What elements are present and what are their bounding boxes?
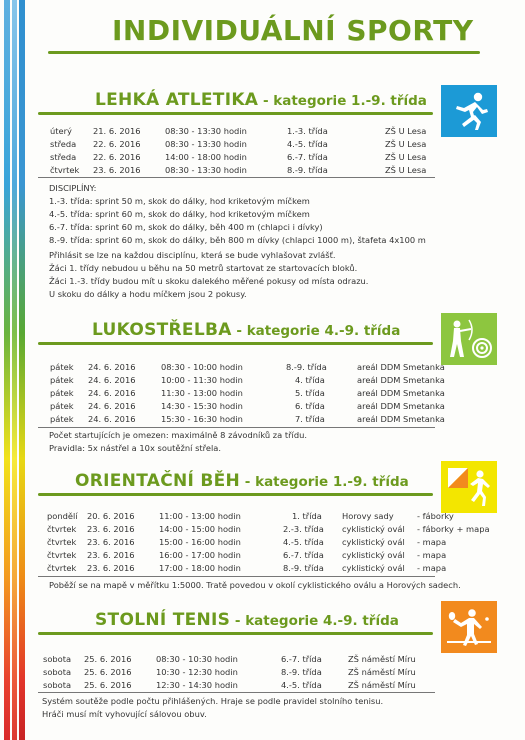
section-underline [38,632,433,635]
note-line: 8.-9. třída: sprint 60 m, skok do dálky, běh 800 m dívky (chlapci 1000 m), štafeta 4x100 m [49,235,426,245]
date-cell: 20. 6. 2016 [87,511,135,521]
grade-cell: 1.-3. třída [287,126,328,136]
divider [38,576,435,577]
time-cell: 15:30 - 16:30 hodin [161,414,243,424]
grade-cell: 4.-5. třída [281,680,322,690]
day-cell: sobota [43,667,72,677]
time-cell: 12:30 - 14:30 hodin [156,680,238,690]
section-category: - kategorie 1.-9. třída [258,93,427,109]
date-cell: 25. 6. 2016 [84,680,132,690]
venue-cell: cyklistický ovál [342,537,405,547]
grade-cell: 7. třída [295,414,325,424]
sprinter-icon [441,85,497,137]
day-cell: čtvrtek [47,563,77,573]
venue-cell: ZŠ náměstí Míru [348,654,416,664]
grade-cell: 4. třída [295,375,325,385]
day-cell: pátek [50,388,74,398]
venue-cell: areál DDM Smetanka [357,414,445,424]
day-cell: pátek [50,375,74,385]
section-name: LEHKÁ ATLETIKA [95,90,259,110]
note-line: Počet startujících je omezen: maximálně 8 závodníků za třídu. [49,430,307,440]
section-heading-orienteering [75,471,409,491]
grade-cell: 6.-7. třída [287,152,328,162]
time-cell: 16:00 - 17:00 hodin [159,550,241,560]
venue-cell: ZŠ náměstí Míru [348,680,416,690]
venue-cell: cyklistický ovál [342,524,405,534]
section-underline [38,342,433,345]
date-cell: 23. 6. 2016 [87,524,135,534]
title-underline [48,51,480,54]
day-cell: pátek [50,414,74,424]
time-cell: 14:00 - 18:00 hodin [165,152,247,162]
time-cell: 08:30 - 13:30 hodin [165,165,247,175]
route-type-cell: - fáborky + mapa [417,524,490,534]
section-heading-athletics [95,90,427,110]
venue-cell: ZŠ U Lesa [385,165,427,175]
note-line: U skoku do dálky a hodu míčkem jsou 2 pokusy. [49,289,247,299]
venue-cell: ZŠ U Lesa [385,126,427,136]
grade-cell: 5. třída [295,388,325,398]
day-cell: sobota [43,654,72,664]
day-cell: úterý [50,126,72,136]
route-type-cell: - fáborky [417,511,454,521]
time-cell: 17:00 - 18:00 hodin [159,563,241,573]
section-category: - kategorie 4.-9. třída [231,323,401,339]
note-line: Žáci 1. třídy nebudou u běhu na 50 metrů startovat ze startovacích bloků. [49,263,358,273]
venue-cell: Horovy sady [342,511,394,521]
venue-cell: areál DDM Smetanka [357,375,445,385]
note-line: Poběží se na mapě v měřítku 1:5000. Tratě povedou v okolí cyklistického oválu a Horových sadech. [49,580,461,590]
date-cell: 24. 6. 2016 [88,414,136,424]
time-cell: 15:00 - 16:00 hodin [159,537,241,547]
grade-cell: 2.-3. třída [283,524,324,534]
section-category: - kategorie 1.-9. třída [240,474,409,490]
time-cell: 08:30 - 13:30 hodin [165,126,247,136]
section-heading-archery [92,320,400,340]
date-cell: 22. 6. 2016 [93,152,141,162]
stripe-1 [4,0,10,740]
grade-cell: 4.-5. třída [283,537,324,547]
grade-cell: 6.-7. třída [283,550,324,560]
section-name: STOLNÍ TENIS [95,610,231,630]
grade-cell: 8.-9. třída [286,362,327,372]
note-line: Pravidla: 5x nástřel a 10x soutěžní střela. [49,443,222,453]
note-line: Systém soutěže podle počtu přihlášených. Hraje se podle pravidel stolního tenisu. [42,696,384,706]
archer-target-icon [441,313,497,365]
venue-cell: cyklistický ovál [342,550,405,560]
date-cell: 24. 6. 2016 [88,401,136,411]
section-name: LUKOSTŘELBA [92,320,232,340]
note-line: Žáci 1.-3. třídy budou mít u skoku dalekého měřené pokusy od místa odrazu. [49,276,369,286]
date-cell: 23. 6. 2016 [87,550,135,560]
divider [38,177,435,178]
time-cell: 10:30 - 12:30 hodin [156,667,238,677]
note-line: Hráči musí mít vyhovující sálovou obuv. [42,709,207,719]
section-category: - kategorie 4.-9. třída [230,613,399,629]
day-cell: čtvrtek [50,165,80,175]
venue-cell: cyklistický ovál [342,563,405,573]
day-cell: čtvrtek [47,537,77,547]
time-cell: 11:30 - 13:00 hodin [161,388,243,398]
note-line: 4.-5. třída: sprint 60 m, skok do dálky, hod kriketovým míčkem [49,209,310,219]
note-line: DISCIPLÍNY: [49,183,97,193]
time-cell: 14:30 - 15:30 hodin [161,401,243,411]
grade-cell: 1. třída [292,511,322,521]
date-cell: 21. 6. 2016 [93,126,141,136]
grade-cell: 8.-9. třída [287,165,328,175]
grade-cell: 6.-7. třída [281,654,322,664]
venue-cell: areál DDM Smetanka [357,388,445,398]
time-cell: 08:30 - 10:00 hodin [161,362,243,372]
rainbow-stripe-edge [0,0,30,740]
note-line: 1.-3. třída: sprint 50 m, skok do dálky, hod kriketovým míčkem [49,196,310,206]
venue-cell: ZŠ U Lesa [385,152,427,162]
section-underline [38,493,433,496]
divider [38,427,435,428]
date-cell: 23. 6. 2016 [87,563,135,573]
route-type-cell: - mapa [417,550,447,560]
note-line: 6.-7. třída: sprint 60 m, skok do dálky, běh 400 m (chlapci i dívky) [49,222,323,232]
stripe-2 [12,0,17,740]
table-tennis-player-icon [441,601,497,653]
time-cell: 08:30 - 13:30 hodin [165,139,247,149]
date-cell: 25. 6. 2016 [84,654,132,664]
day-cell: sobota [43,680,72,690]
date-cell: 23. 6. 2016 [93,165,141,175]
day-cell: čtvrtek [47,550,77,560]
date-cell: 24. 6. 2016 [88,375,136,385]
page-title: INDIVIDUÁLNÍ SPORTY [112,14,474,47]
date-cell: 23. 6. 2016 [87,537,135,547]
section-underline [38,112,433,115]
time-cell: 10:00 - 11:30 hodin [161,375,243,385]
route-type-cell: - mapa [417,537,447,547]
date-cell: 22. 6. 2016 [93,139,141,149]
day-cell: středa [50,139,77,149]
time-cell: 11:00 - 13:00 hodin [159,511,241,521]
day-cell: pátek [50,362,74,372]
note-line: Přihlásit se lze na každou disciplínu, která se bude vyhlašovat zvlášť. [49,250,336,260]
grade-cell: 8.-9. třída [283,563,324,573]
stripe-3 [19,0,25,740]
date-cell: 25. 6. 2016 [84,667,132,677]
day-cell: pátek [50,401,74,411]
divider [38,692,435,693]
venue-cell: ZŠ U Lesa [385,139,427,149]
date-cell: 24. 6. 2016 [88,388,136,398]
time-cell: 08:30 - 10:30 hodin [156,654,238,664]
venue-cell: ZŠ náměstí Míru [348,667,416,677]
grade-cell: 4.-5. třída [287,139,328,149]
orienteering-runner-icon [441,461,497,513]
section-name: ORIENTAČNÍ BĚH [75,471,241,491]
grade-cell: 6. třída [295,401,325,411]
section-heading-table-tennis [95,610,399,630]
grade-cell: 8.-9. třída [281,667,322,677]
day-cell: středa [50,152,77,162]
day-cell: čtvrtek [47,524,77,534]
time-cell: 14:00 - 15:00 hodin [159,524,241,534]
venue-cell: areál DDM Smetanka [357,362,445,372]
route-type-cell: - mapa [417,563,447,573]
venue-cell: areál DDM Smetanka [357,401,445,411]
day-cell: pondělí [47,511,78,521]
date-cell: 24. 6. 2016 [88,362,136,372]
